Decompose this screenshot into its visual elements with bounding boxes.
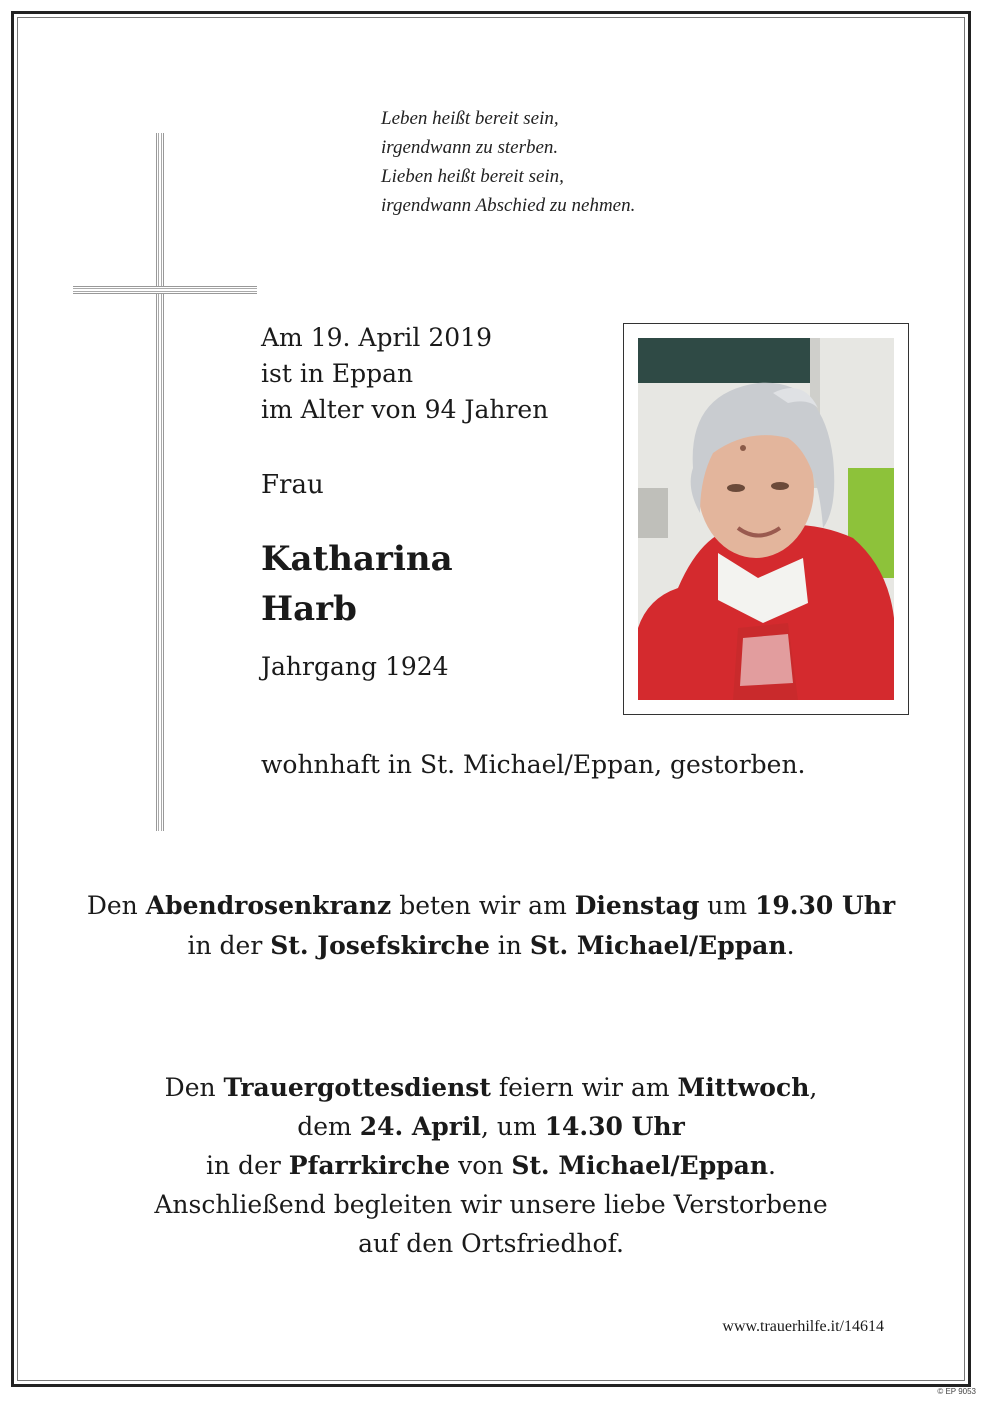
last-name: Harb — [261, 589, 357, 629]
funeral-announcement — [40, 1068, 942, 1263]
death-date: Am 19. April 2019 — [261, 323, 492, 352]
death-place: ist in Eppan — [261, 359, 414, 388]
birth-year: Jahrgang 1924 — [261, 652, 449, 681]
death-age: im Alter von 94 Jahren — [261, 395, 549, 424]
funeral-line-5: auf den Ortsfriedhof. — [358, 1229, 624, 1258]
first-name: Katharina — [261, 539, 453, 579]
verse — [381, 104, 635, 220]
rosary-announcement — [40, 886, 942, 966]
death-info — [261, 320, 548, 428]
cross-horizontal-beam — [73, 286, 257, 294]
portrait-photo — [638, 338, 894, 700]
rosary-line-2: in der St. Josefskirche in St. Michael/Eppan. — [187, 931, 795, 960]
cross-vertical-beam — [156, 133, 164, 831]
footer-code: © EP 9053 — [937, 1387, 976, 1396]
verse-line: Leben heißt bereit sein, — [381, 108, 559, 129]
portrait-frame — [623, 323, 909, 715]
funeral-line-1: Den Trauergottesdienst feiern wir am Mittwoch, — [164, 1073, 818, 1102]
verse-line: Lieben heißt bereit sein, — [381, 166, 564, 187]
residence: wohnhaft in St. Michael/Eppan, gestorben. — [261, 750, 806, 779]
footer-url[interactable]: www.trauerhilfe.it/14614 — [722, 1318, 884, 1335]
funeral-line-2: dem 24. April, um 14.30 Uhr — [297, 1112, 685, 1141]
verse-line: irgendwann zu sterben. — [381, 137, 559, 158]
funeral-line-3: in der Pfarrkirche von St. Michael/Eppan. — [206, 1151, 776, 1180]
rosary-line-1: Den Abendrosenkranz beten wir am Dienstag um 19.30 Uhr — [86, 891, 896, 920]
deceased-name — [261, 534, 453, 634]
funeral-line-4: Anschließend begleiten wir unsere liebe Verstorbene — [154, 1190, 828, 1219]
portrait-illustration — [638, 338, 894, 700]
deceased-title: Frau — [261, 470, 324, 500]
verse-line: irgendwann Abschied zu nehmen. — [381, 195, 636, 216]
